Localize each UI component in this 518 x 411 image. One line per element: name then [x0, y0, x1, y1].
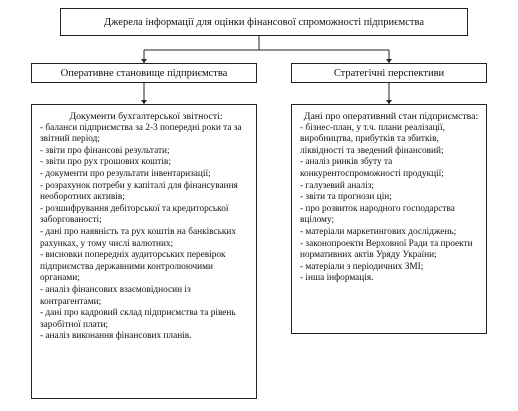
list-item: - баланси підприємства за 2-3 попередні роки та за звітний період;: [40, 122, 242, 145]
left-content-title: Документи бухгалтерської звітності:: [69, 111, 223, 122]
list-item: - розшифрування дебіторської та кредиторської заборгованості;: [40, 203, 229, 226]
left-header: Оперативне становище підприємства: [60, 67, 228, 79]
list-item: - аналіз виконання фінансових планів.: [40, 331, 192, 342]
left-content-box: [31, 104, 257, 399]
list-item: - законопроекти Верховної Ради та проекти нормативних актів Уряду України;: [300, 238, 473, 261]
right-header-box: [291, 63, 487, 83]
list-item: - матеріали маркетингових досліджень;: [300, 226, 457, 237]
diagram-title-box: [60, 8, 468, 36]
list-item: - дані про кадровий склад підприємства та рівень заробітної плати;: [40, 308, 236, 330]
right-content-box: [291, 104, 487, 334]
right-content-title: Дані про оперативний стан підприємства:: [303, 111, 479, 122]
list-item: - документи про результати інвентаризації;: [40, 168, 211, 179]
list-item: - висновки попередніх аудиторських перевірок підприємства державними контролюючими органами;: [40, 250, 226, 284]
list-item: - звіти та прогнози цін;: [300, 192, 392, 203]
list-item: - галузевий аналіз;: [300, 180, 374, 191]
left-content-list: [40, 123, 252, 343]
right-header: Стратегічні перспективи: [333, 67, 445, 79]
right-content-list: [300, 123, 482, 285]
list-item: - звіти про рух грошових коштів;: [40, 157, 171, 168]
list-item: - розрахунок потреби у капіталі для фінансування необоротних активів;: [40, 180, 238, 203]
list-item: - звіти про фінансові результати;: [40, 145, 170, 156]
list-item: - інша інформація.: [300, 273, 374, 284]
list-item: - бізнес-план, у т.ч. плани реалізації, виробництва, прибутків та збитків, ліквідності та зведений фінансовий;: [300, 122, 445, 156]
list-item: - аналіз фінансових взаємовідносин із контрагентами;: [40, 284, 191, 307]
list-item: - про розвиток народного господарства вцілому;: [300, 203, 455, 226]
list-item: - аналіз ринків збуту та конкурентоспроможності продукції;: [300, 157, 444, 179]
list-item: - матеріали з періодичних ЗМІ;: [300, 261, 424, 272]
diagram-title: Джерела інформації для оцінки фінансової спроможності підприємства: [104, 16, 424, 28]
left-header-box: [31, 63, 257, 83]
list-item: - дані про наявність та рух коштів на банківських рахунках, у тому числі валютних;: [40, 226, 237, 249]
